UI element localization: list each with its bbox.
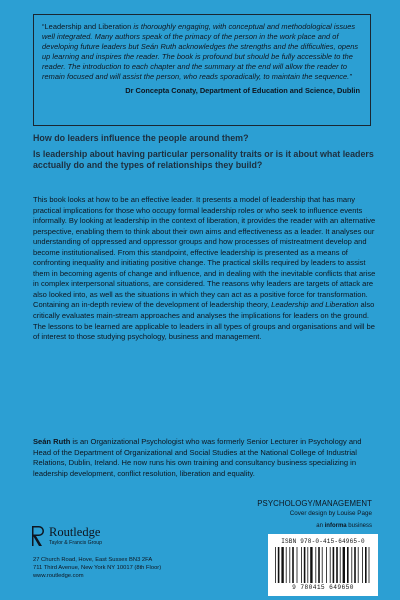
question-influence: How do leaders influence the people around them?: [33, 133, 249, 143]
quote-opening: “Leadership and Liberation: [42, 22, 134, 31]
quote-body: is thoroughly engaging, with conceptual and methodological issues well integrated. Many authors speak of the primacy of the person in the work place and of developing future leaders but Seán Ruth acknowledges the strengths and the difficulties, opens up learning and inspires the reader. The book is profound but should be fully accessible to the reader. The introduction to each chapter and the summary at the end will allow the reader to remain focused and will assist the person, who reads sporadically, to maintain the sequence.”: [42, 22, 359, 82]
publisher-address: [33, 556, 161, 581]
book-description: [33, 195, 378, 343]
isbn-label: ISBN 978-0-415-64965-0: [281, 538, 365, 545]
barcode-bars: [273, 547, 373, 583]
endorsement-quote-box: [33, 14, 371, 126]
question-personality: Is leadership about having particular personality traits or is it about what leaders acctually do and the types of relationships they build?: [33, 149, 374, 171]
endorsement-quote: [42, 22, 362, 83]
isbn-barcode: [268, 534, 378, 596]
publisher-group: Taylor & Francis Group: [49, 540, 103, 546]
informa-suffix: business: [346, 523, 372, 529]
informa-prefix: an: [316, 523, 325, 529]
publisher-website: www.routledge.com: [33, 573, 84, 580]
logo-text: [49, 526, 102, 546]
author-bio-text: is an Organizational Psychologist who was formerly Senior Lecturer in Psychology and Head of the Department of Organizational and Social Studies at the National College of Industrial Relations, Dublin, Ireland. He now runs his own training and consultancy business specializing in leadership development, conflict resolution, liberation and equality.: [33, 437, 362, 478]
subject-category: PSYCHOLOGY/MANAGEMENT: [257, 499, 372, 508]
barcode-digits: 9 780415 649650: [292, 584, 354, 591]
description-paragraph-2: [33, 300, 378, 342]
book-title-italic: Leadership and Liberation: [271, 300, 359, 310]
publisher-name: Routledge: [49, 525, 101, 539]
informa-tagline: [316, 523, 372, 529]
author-bio: [33, 437, 378, 479]
author-name: Seán Ruth: [33, 437, 71, 446]
routledge-logo-icon: [30, 525, 44, 547]
address-line-2: 711 Third Avenue, New York NY 10017 (8th Floor): [33, 565, 162, 572]
para2-rest: also critically evaluates main-stream approaches and analyses the implications for leaders on the ground. The lessons to be learned are applicable to leaders in all types of groups and organisations and will be of interest to those studying psychology, business and management.: [33, 300, 375, 342]
para2-lead: Containing an in-depth review of the development of leadership theory,: [33, 300, 272, 310]
cover-design-credit: Cover design by Louise Page: [289, 510, 372, 517]
routledge-logo: [30, 521, 102, 551]
quote-attribution: Dr Concepta Conaty, Department of Education and Science, Dublin: [125, 85, 360, 95]
informa-brand: informa: [324, 523, 347, 529]
address-line-1: 27 Church Road, Hove, East Sussex BN3 2FA: [33, 557, 153, 563]
description-paragraph-1: This book looks at how to be an effective leader. It presents a model of leadership that has many practical implications for those who occupy formal leadership roles or who seek to influence events informally. By looking at leadership in the context of liberation, it provides the reader with an alternative perspective, enabling them to think about their own aims and effectiveness as a leader. It analyses our understanding of oppressed and oppressor groups and how processes of mistreatment develop and become institutionalised. From this standpoint, effective leadership is presented as a means of confronting inequality and initiating positive change. The practical skills required by leaders to assist them in becoming agents of change and influence, and in dealing with the inevitable conflicts that arise in complex interpersonal situations, are considered. The reasons why leaders are targets of attack are also looked into, as well as the situations in which they can act as a positive force for transformation.: [33, 195, 376, 299]
